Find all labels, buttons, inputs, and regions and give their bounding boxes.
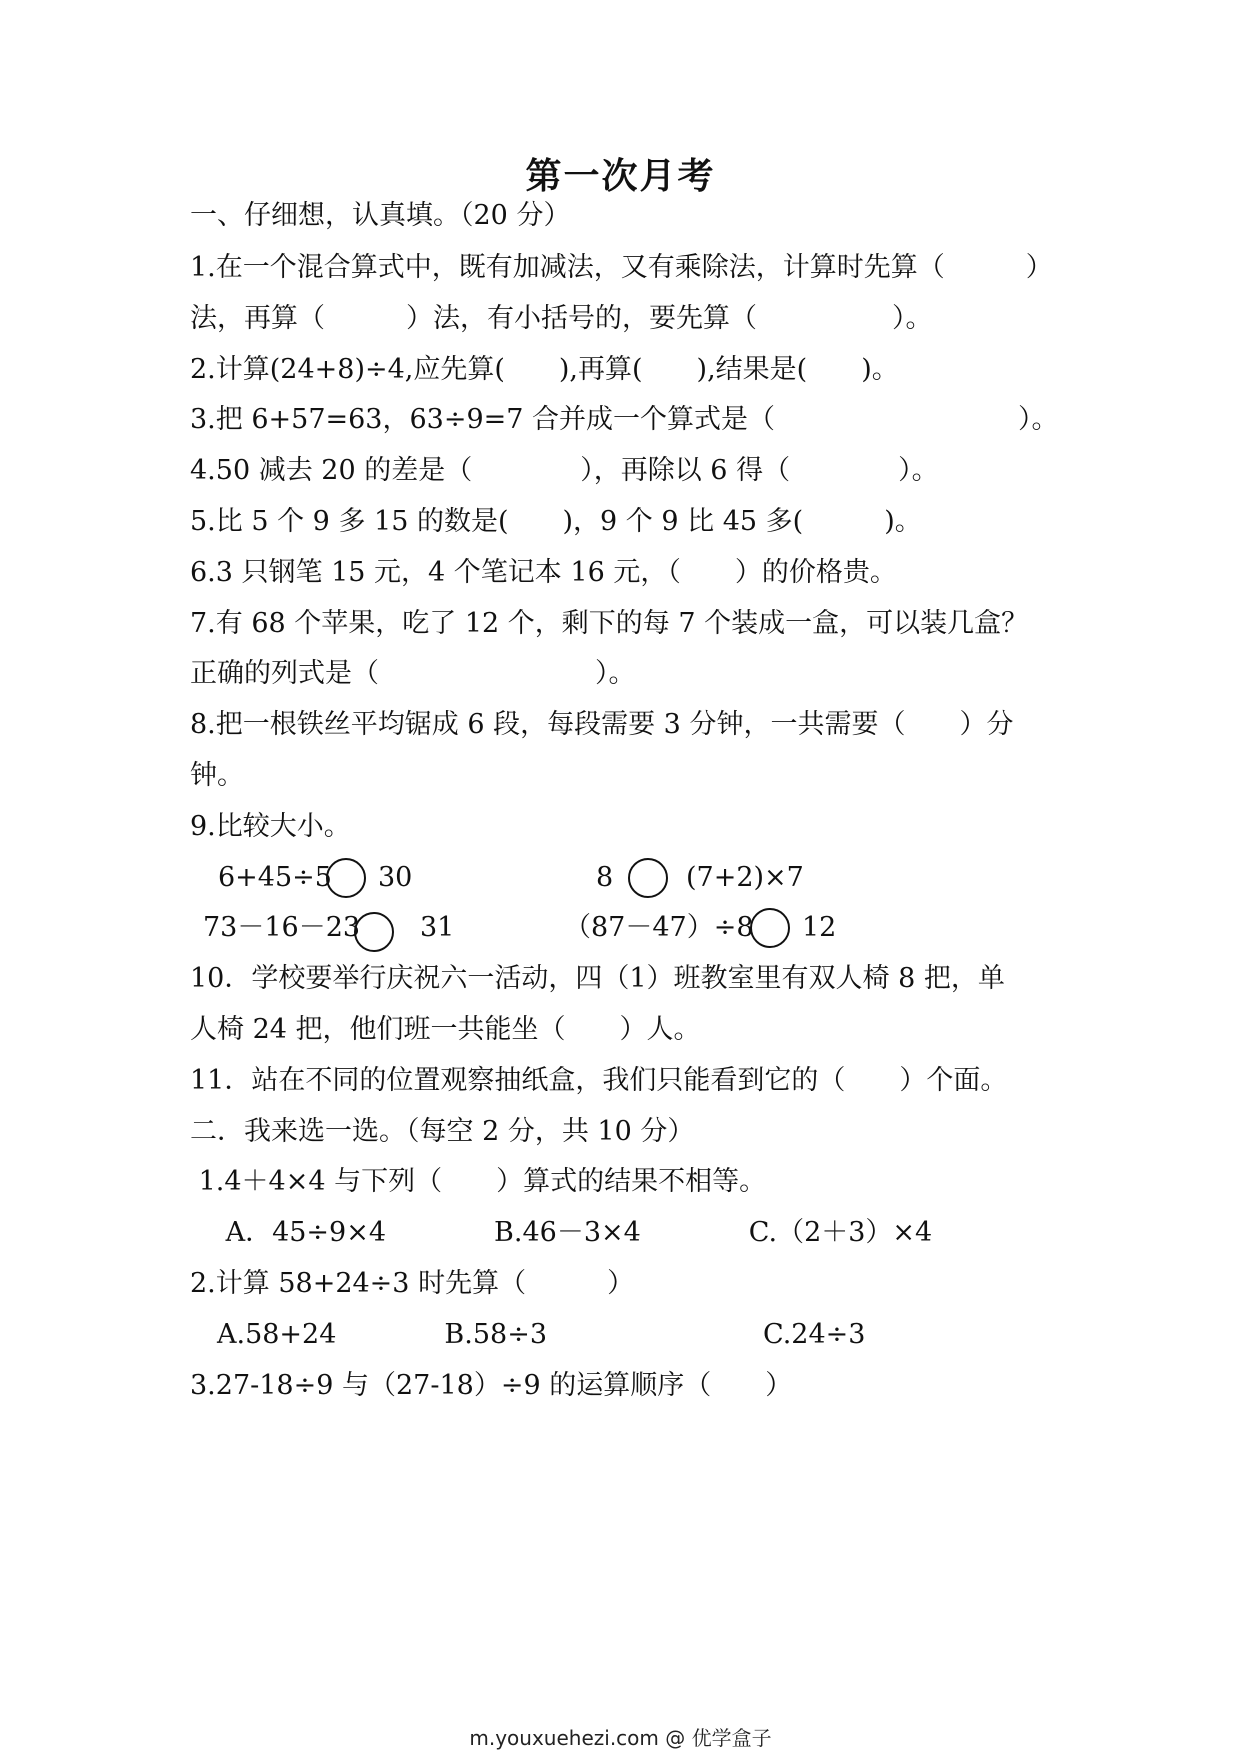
question-4: 4.50 减去 20 的差是（ ），再除以 6 得（ ）。 (190, 455, 939, 486)
question-9: 9.比较大小。 (190, 811, 351, 842)
compare-1-left: 6+45÷5 (218, 862, 332, 893)
question-6: 6.3 只钢笔 15 元，4 个笔记本 16 元，（ ）的价格贵。 (190, 557, 897, 588)
question-5: 5.比 5 个 9 多 15 的数是( )，9 个 9 比 45 多( )。 (190, 506, 922, 537)
question-7-line-2: 正确的列式是（ ）。 (190, 658, 636, 689)
choice-2-options: A.58+24 B.58÷3 C.24÷3 (190, 1319, 866, 1350)
compare-1-right: 30 (378, 862, 413, 893)
section-2-heading: 二．我来选一选。（每空 2 分，共 10 分） (190, 1116, 695, 1147)
page-title: 第一次月考 (525, 156, 716, 197)
question-10-line-1: 10．学校要举行庆祝六一活动，四（1）班教室里有双人椅 8 把，单 (190, 963, 1005, 994)
compare-4-left: （87－47）÷8 (564, 912, 754, 943)
question-1-line-2: 法，再算（ ）法，有小括号的，要先算（ ）。 (190, 303, 933, 334)
question-10-line-2: 人椅 24 把，他们班一共能坐（ ）人。 (190, 1014, 701, 1045)
question-8-line-1: 8.把一根铁丝平均锯成 6 段，每段需要 3 分钟，一共需要（ ）分 (190, 709, 1014, 740)
compare-2-circle[interactable] (628, 858, 668, 898)
question-7-line-1: 7.有 68 个苹果，吃了 12 个，剩下的每 7 个装成一盒，可以装几盒？ (190, 608, 1029, 639)
section-1-heading: 一、仔细想，认真填。（20 分） (190, 200, 571, 231)
question-3: 3.把 6+57=63，63÷9=7 合并成一个算式是（ ）。 (190, 404, 1059, 435)
compare-1-circle[interactable] (326, 858, 366, 898)
compare-3-circle[interactable] (354, 912, 394, 952)
footer-watermark: m.youxuehezi.com @ 优学盒子 (469, 1726, 772, 1750)
compare-3-right: 31 (420, 912, 455, 943)
compare-3-left: 73－16－23 (203, 912, 361, 943)
compare-4-circle[interactable] (750, 908, 790, 948)
compare-2-left: 8 (596, 862, 614, 893)
question-8-line-2: 钟。 (190, 760, 244, 791)
question-1-line-1: 1.在一个混合算式中，既有加减法，又有乘除法，计算时先算（ ） (190, 252, 1053, 283)
compare-2-right: (7+2)×7 (686, 862, 804, 893)
compare-4-right: 12 (802, 912, 837, 943)
question-11: 11．站在不同的位置观察抽纸盒，我们只能看到它的（ ）个面。 (190, 1065, 1008, 1096)
choice-3-question: 3.27-18÷9 与（27-18）÷9 的运算顺序（ ） (190, 1370, 793, 1401)
choice-1-options: A．45÷9×4 B.46－3×4 C.（2＋3）×4 (190, 1217, 933, 1248)
choice-1-question: 1.4＋4×4 与下列（ ）算式的结果不相等。 (190, 1166, 767, 1197)
choice-2-question: 2.计算 58+24÷3 时先算（ ） (190, 1268, 635, 1299)
question-2: 2.计算(24+8)÷4,应先算( ),再算( ),结果是( )。 (190, 354, 899, 385)
